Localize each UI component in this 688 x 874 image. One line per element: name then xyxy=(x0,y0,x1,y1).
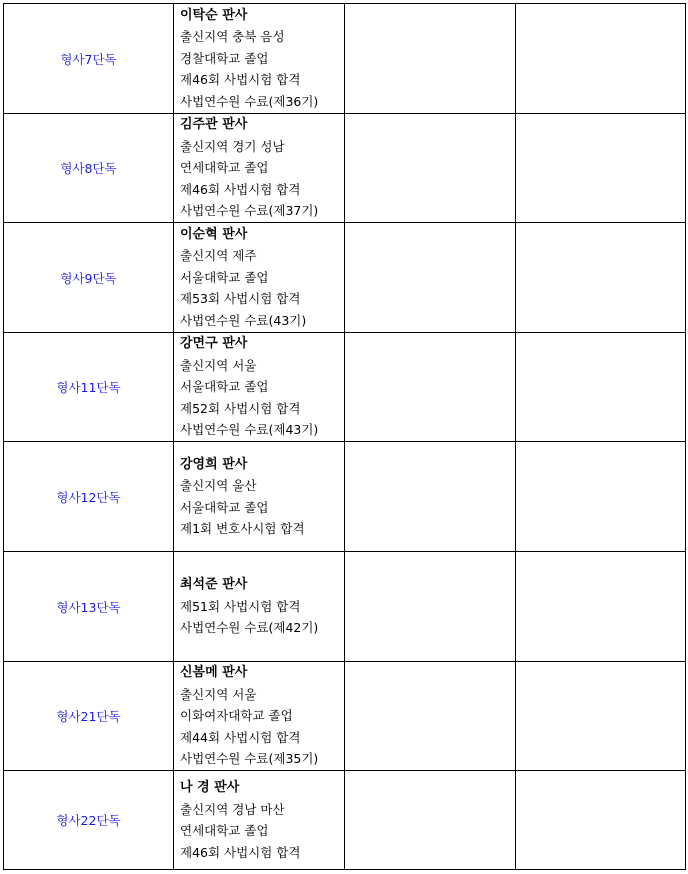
judge-detail-line: 연세대학교 졸업 xyxy=(180,160,269,176)
judge-info-cell xyxy=(174,552,345,662)
table-row xyxy=(4,771,686,870)
judge-name: 김주관 판사 xyxy=(180,117,248,133)
judge-detail-line: 제46회 사법시험 합격 xyxy=(180,181,301,197)
empty-cell xyxy=(516,4,686,114)
judge-detail-line: 제1회 변호사시험 합격 xyxy=(180,521,305,536)
department-cell: 형사22단독 xyxy=(4,771,174,870)
department-cell: 형사9단독 xyxy=(4,223,174,333)
judge-detail-line: 서울대학교 졸업 xyxy=(180,379,269,395)
table-row xyxy=(4,552,686,662)
empty-cell xyxy=(345,771,516,870)
judge-detail-line: 제52회 사법시험 합격 xyxy=(180,400,301,416)
judge-detail-line: 이화여자대학교 졸업 xyxy=(180,708,293,724)
judge-detail-line: 출신지역 서울 xyxy=(180,686,257,702)
department-cell: 형사8단독 xyxy=(4,114,174,223)
table-row xyxy=(4,333,686,442)
judge-name: 최석준 판사 xyxy=(180,577,248,593)
empty-cell xyxy=(516,552,686,662)
empty-cell xyxy=(345,4,516,114)
judge-detail-line: 출신지역 울산 xyxy=(180,478,257,493)
department-cell: 형사21단독 xyxy=(4,662,174,771)
judge-detail-line: 제51회 사법시험 합격 xyxy=(180,598,301,614)
judge-detail-line: 연세대학교 졸업 xyxy=(180,823,269,838)
table-row xyxy=(4,4,686,114)
empty-cell xyxy=(516,114,686,223)
judge-detail-line: 사법연수원 수료(제35기) xyxy=(180,751,319,767)
table-row xyxy=(4,442,686,552)
empty-cell xyxy=(345,552,516,662)
empty-cell xyxy=(345,114,516,223)
judge-info-cell xyxy=(174,4,345,114)
judge-detail-line: 제53회 사법시험 합격 xyxy=(180,291,301,307)
judge-detail-line: 사법연수원 수료(43기) xyxy=(180,312,307,328)
judge-detail-line: 제44회 사법시험 합격 xyxy=(180,729,301,745)
judge-detail-line: 경찰대학교 졸업 xyxy=(180,50,269,66)
judge-detail-line: 제46회 사법시험 합격 xyxy=(180,844,301,860)
judge-name: 신봄메 판사 xyxy=(180,665,248,681)
empty-cell xyxy=(516,442,686,552)
judge-name: 나 경 판사 xyxy=(180,780,240,795)
judge-detail-line: 출신지역 서울 xyxy=(180,357,257,373)
judge-info-cell xyxy=(174,662,345,771)
judge-name: 이탁순 판사 xyxy=(180,7,248,23)
judge-detail-line: 사법연수원 수료(제42기) xyxy=(180,620,319,636)
judge-info-cell xyxy=(174,771,345,870)
judge-name: 강영희 판사 xyxy=(180,456,248,472)
judge-detail-line: 서울대학교 졸업 xyxy=(180,499,269,515)
judge-detail-line: 출신지역 제주 xyxy=(180,248,257,264)
empty-cell xyxy=(516,223,686,333)
empty-cell xyxy=(345,662,516,771)
empty-cell xyxy=(516,333,686,442)
judge-detail-line: 사법연수원 수료(제37기) xyxy=(180,203,319,219)
judge-detail-line: 서울대학교 졸업 xyxy=(180,269,269,285)
empty-cell xyxy=(516,662,686,771)
judge-info-cell xyxy=(174,442,345,552)
judge-detail-line: 출신지역 경기 성남 xyxy=(180,138,285,154)
judge-info-cell xyxy=(174,223,345,333)
judge-detail-line: 제46회 사법시험 합격 xyxy=(180,72,301,88)
empty-cell xyxy=(345,223,516,333)
judge-name: 이순혁 판사 xyxy=(180,226,248,242)
department-cell: 형사12단독 xyxy=(4,442,174,552)
table-row xyxy=(4,662,686,771)
judge-detail-line: 사법연수원 수료(제36기) xyxy=(180,93,319,109)
judge-detail-line: 사법연수원 수료(제43기) xyxy=(180,422,319,438)
judges-table xyxy=(3,3,686,870)
empty-cell xyxy=(516,771,686,870)
table-row xyxy=(4,114,686,223)
judges-table-body xyxy=(4,4,686,870)
empty-cell xyxy=(345,333,516,442)
table-row xyxy=(4,223,686,333)
judge-info-cell xyxy=(174,333,345,442)
judge-detail-line: 출신지역 경남 마산 xyxy=(180,801,285,817)
department-cell: 형사11단독 xyxy=(4,333,174,442)
empty-cell xyxy=(345,442,516,552)
department-cell: 형사7단독 xyxy=(4,4,174,114)
judge-name: 강면구 판사 xyxy=(180,336,248,352)
department-cell: 형사13단독 xyxy=(4,552,174,662)
judge-info-cell xyxy=(174,114,345,223)
judge-detail-line: 출신지역 충북 음성 xyxy=(180,29,285,45)
